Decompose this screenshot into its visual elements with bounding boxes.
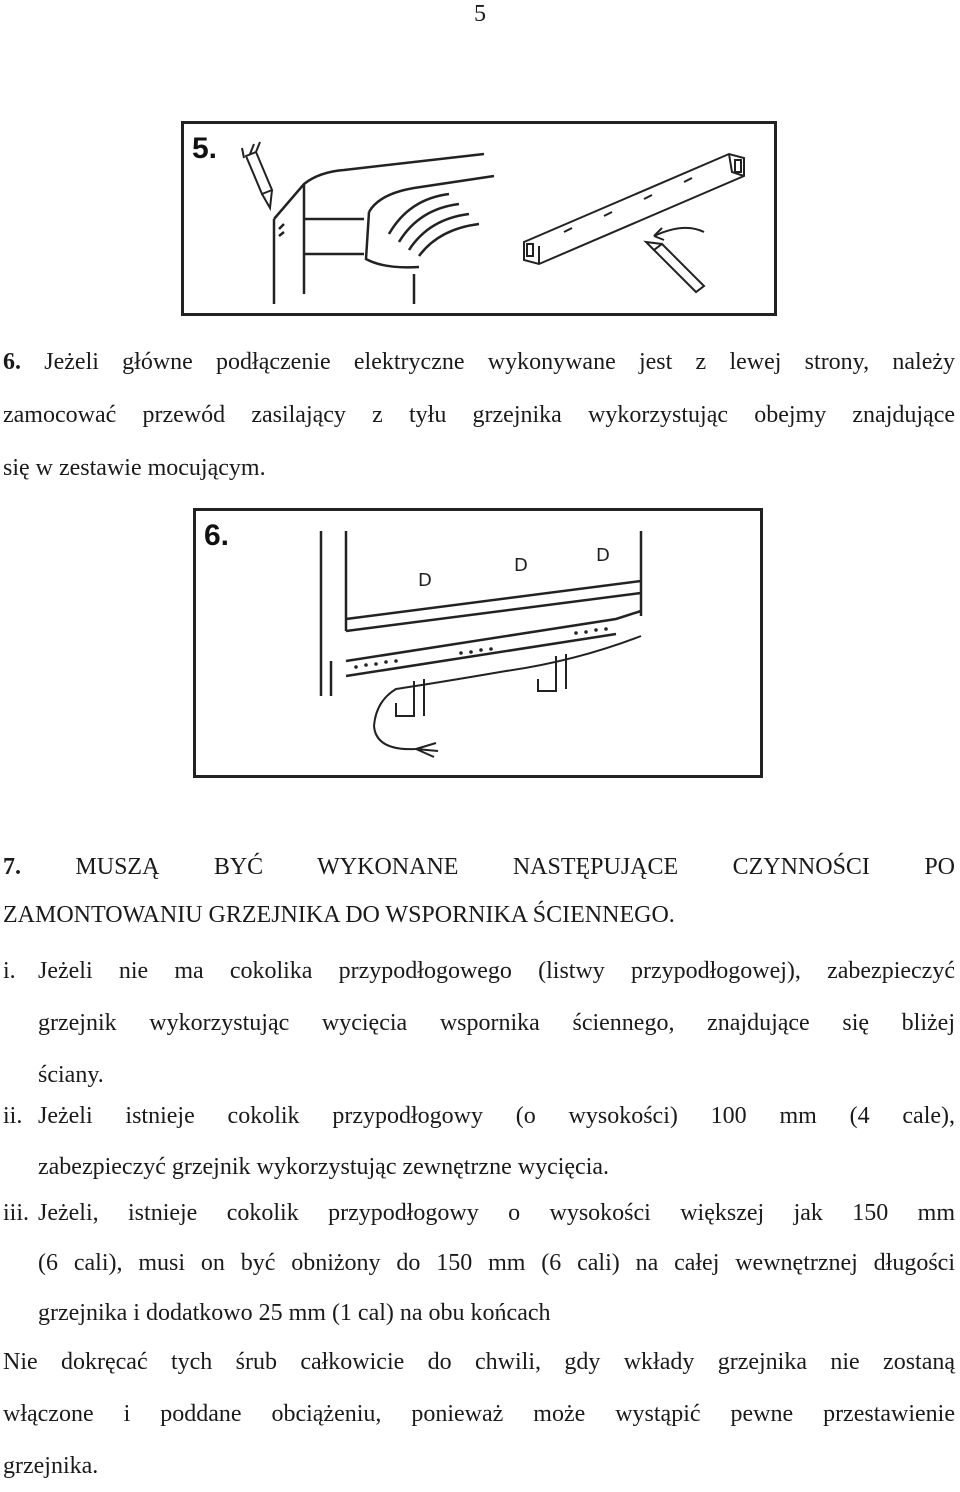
final-line-3: grzejnika. — [3, 1453, 99, 1479]
final-line-2: włączone i poddane obciążeniu, ponieważ może wystąpić pewne przestawienie — [3, 1401, 955, 1427]
svg-text:D: D — [418, 570, 432, 591]
section-6-number: 6. — [3, 349, 21, 375]
list-item-i-line-1: Jeżeli nie ma cokolika przypodłogowego (listwy przypodłogowej), zabezpieczyć — [38, 958, 955, 984]
section-7-heading-line-2: ZAMONTOWANIU GRZEJNIKA DO WSPORNIKA ŚCIENNEGO. — [3, 902, 675, 928]
svg-text:D: D — [596, 545, 610, 566]
figure-5-drawing — [184, 124, 774, 313]
list-item-ii-line-2: zabezpieczyć grzejnik wykorzystując zewnętrzne wycięcia. — [38, 1154, 610, 1180]
page-number: 5 — [474, 1, 486, 27]
list-item-i-line-2: grzejnik wykorzystując wycięcia wspornika ściennego, znajdujące się bliżej — [38, 1010, 955, 1036]
list-item-ii-line-1: Jeżeli istnieje cokolik przypodłogowy (o wysokości) 100 mm (4 cale), — [38, 1103, 955, 1129]
figure-6-cable-illustration — [193, 508, 763, 778]
section-7-heading — [3, 843, 955, 939]
section-7-heading-line-1: MUSZĄ BYĆ WYKONANE NASTĘPUJĄCE CZYNNOŚCI PO — [75, 854, 956, 880]
figure-5-label: 5. — [192, 132, 218, 165]
list-item-i-line-3: ściany. — [38, 1062, 104, 1088]
list-item-iii-line-3: grzejnika i dodatkowo 25 mm (1 cal) na obu końcach — [38, 1300, 551, 1326]
final-paragraph — [3, 1336, 955, 1492]
section-6-line-2: zamocować przewód zasilający z tyłu grzejnika wykorzystując obejmy znajdujące — [3, 402, 955, 428]
list-item-i — [3, 945, 955, 1101]
list-item-ii — [3, 1091, 955, 1193]
list-item-i-number: i. — [3, 958, 16, 984]
section-6-line-1: Jeżeli główne podłączenie elektryczne wykonywane jest z lewej strony, należy — [44, 349, 956, 375]
list-item-iii-line-1: Jeżeli, istnieje cokolik przypodłogowy o wysokości większej jak 150 mm — [38, 1200, 955, 1226]
final-line-1: Nie dokręcać tych śrub całkowicie do chwili, gdy wkłady grzejnika nie zostaną — [3, 1349, 955, 1375]
list-item-ii-number: ii. — [3, 1103, 23, 1129]
figure-6-drawing — [196, 511, 760, 775]
svg-text:D: D — [514, 555, 528, 576]
list-item-iii-line-2: (6 cali), musi on być obniżony do 150 mm (6 cali) na całej wewnętrznej długości — [38, 1250, 955, 1276]
figure-5-bracket-illustration — [181, 121, 777, 316]
list-item-iii — [3, 1188, 955, 1338]
section-6-paragraph — [3, 336, 955, 495]
section-6-line-3: się w zestawie mocującym. — [3, 455, 266, 481]
list-item-iii-number: iii. — [3, 1200, 30, 1226]
section-7-number: 7. — [3, 854, 21, 880]
figure-6-label: 6. — [204, 519, 230, 552]
